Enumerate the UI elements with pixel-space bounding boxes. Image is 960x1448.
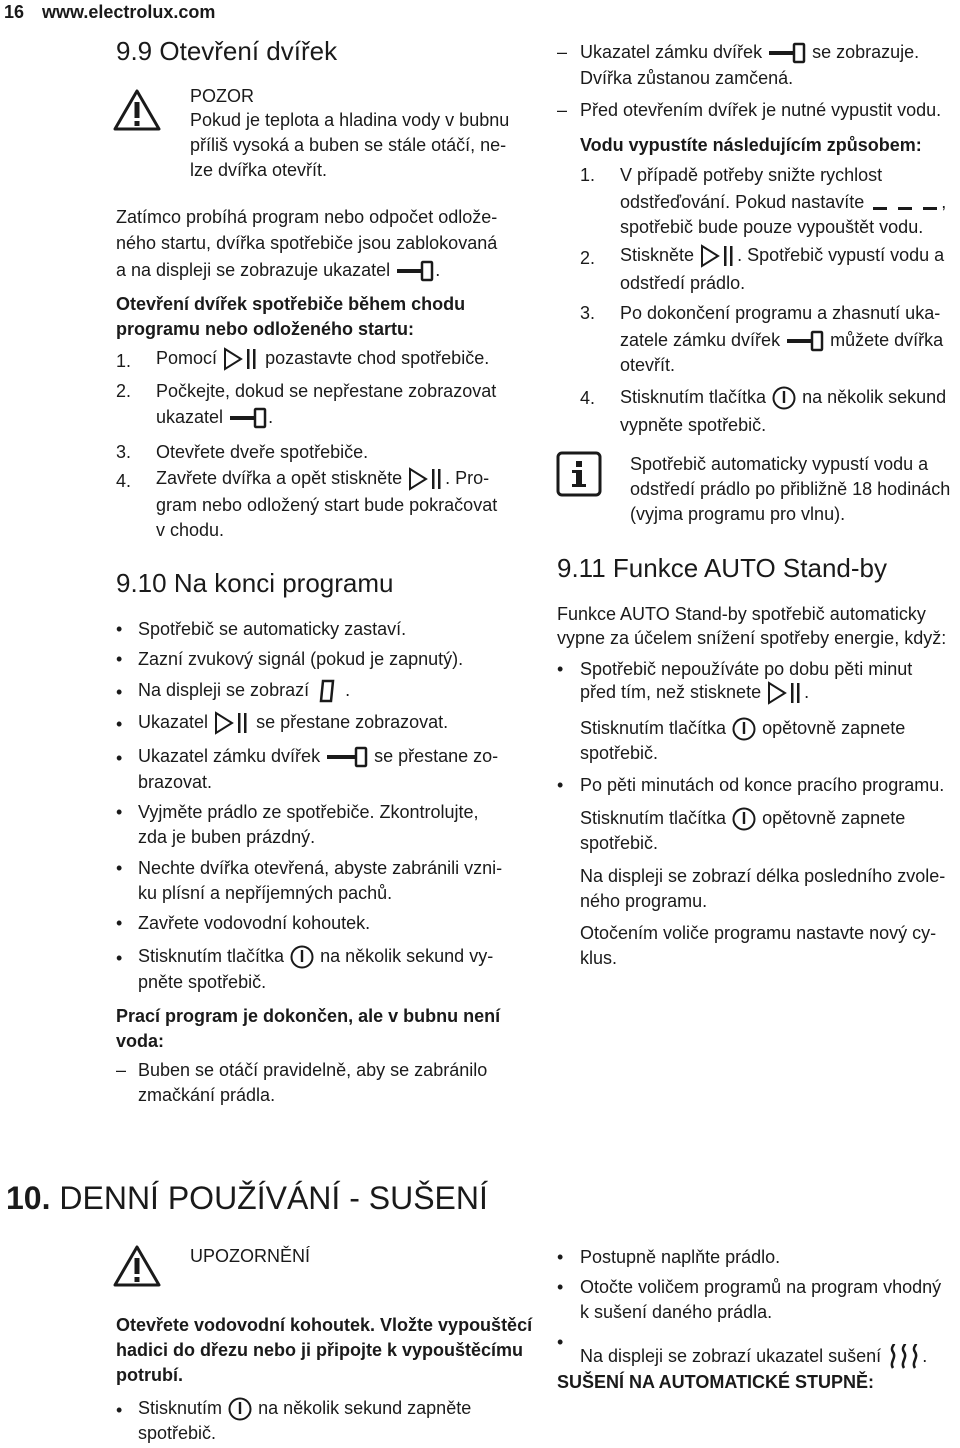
step-item: vypněte spotřebič. [620, 415, 767, 435]
warning-text: příliš vysoká a buben se stále otáčí, ne- [190, 135, 507, 155]
list-item: Vyjměte prádlo ze spotřebiče. Zkontrolujte, [138, 802, 479, 822]
subheading: SUŠENÍ NA AUTOMATICKÉ STUPNĚ: [557, 1372, 875, 1392]
section-title-9-11: 9.11 Funkce AUTO Stand-by [557, 553, 887, 583]
step-item: Stisknutím tlačítka na několik sekund [620, 385, 946, 411]
display-zero-icon [314, 678, 340, 704]
list-item: Dvířka zůstanou zamčená. [580, 68, 794, 88]
paragraph: a na displeji se zobrazuje ukazatel . [116, 258, 440, 282]
paragraph: vypne za účelem snížení spotřeby energie, když: [557, 628, 947, 648]
bullet: • [116, 802, 123, 822]
list-item: Spotřebič se automaticky zastaví. [138, 619, 407, 639]
step-number: 2. [116, 381, 132, 401]
start-pause-icon [222, 346, 260, 372]
paragraph: ného programu. [580, 891, 708, 911]
bullet: • [116, 682, 123, 702]
start-pause-icon [213, 710, 251, 736]
warning-label: UPOZORNĚNÍ [190, 1246, 311, 1266]
site-url[interactable]: www.electrolux.com [42, 2, 216, 22]
warning-triangle-icon [112, 1244, 162, 1288]
chapter-title: 10. DENNÍ POUŽÍVÁNÍ - SUŠENÍ [6, 1180, 488, 1216]
door-lock-icon [395, 260, 435, 282]
list-item: Nechte dvířka otevřená, abyste zabránili vzni- [138, 858, 503, 878]
step-item: otevřít. [620, 355, 676, 375]
bullet: • [116, 858, 123, 878]
list-item: k sušení daného prádla. [580, 1302, 773, 1322]
paragraph: Funkce AUTO Stand-by spotřebič automaticky [557, 604, 926, 624]
list-item: Po pěti minutách od konce pracího programu. [580, 775, 945, 795]
subheading: Prací program je dokončen, ale v bubnu není [116, 1006, 501, 1026]
warning-text: lze dvířka otevřít. [190, 160, 328, 180]
step-item: Pomocí pozastavte chod spotřebiče. [156, 346, 489, 372]
door-lock-icon [325, 746, 369, 768]
paragraph: klus. [580, 948, 618, 968]
bullet: • [116, 619, 123, 639]
list-item: Zavřete vodovodní kohoutek. [138, 913, 371, 933]
door-lock-icon [767, 42, 807, 64]
power-icon [771, 385, 797, 411]
step-number: 3. [116, 442, 132, 462]
list-item: Stisknutím tlačítka na několik sekund vy- [138, 944, 493, 970]
step-item: odstřeďování. Pokud nastavíte , [620, 192, 947, 212]
warning-label: POZOR [190, 86, 255, 106]
step-number: 3. [580, 303, 596, 323]
list-item: Před otevřením dvířek je nutné vypustit vodu. [580, 100, 942, 120]
warning-text: Pokud je teplota a hladina vody v bubnu [190, 110, 510, 130]
step-number: 1. [116, 351, 132, 371]
info-icon [556, 451, 602, 497]
dash: – [557, 100, 568, 120]
list-item: Ukazatel zámku dvířek se přestane zo- [138, 744, 498, 768]
list-item: brazovat. [138, 772, 213, 792]
list-item: Na displeji se zobrazí ukazatel sušení . [580, 1342, 927, 1372]
list-item: zmačkání prádla. [138, 1085, 276, 1105]
door-lock-icon [785, 330, 825, 352]
info-text: Spotřebič automaticky vypustí vodu a [630, 454, 929, 474]
step-item: ukazatel . [156, 405, 273, 429]
dash: – [557, 42, 568, 62]
list-item: před tím, než stisknete . [580, 680, 809, 706]
power-icon [731, 716, 757, 742]
list-item: Ukazatel se přestane zobrazovat. [138, 710, 448, 736]
power-icon [289, 944, 315, 970]
start-pause-icon [766, 680, 804, 706]
bullet: • [116, 714, 123, 734]
section-title-9-10: 9.10 Na konci programu [116, 568, 394, 598]
info-text: (vyjma programu pro vlnu). [630, 504, 846, 524]
list-item: Otočte voličem programů na program vhodný [580, 1277, 942, 1297]
step-number: 4. [580, 388, 596, 408]
warning-triangle-icon [112, 88, 162, 132]
step-item: zatele zámku dvířek můžete dvířka [620, 328, 943, 352]
subheading: voda: [116, 1031, 165, 1051]
step-item: Otevřete dveře spotřebiče. [156, 442, 369, 462]
step-item: V případě potřeby snižte rychlost [620, 165, 883, 185]
no-spin-icon [869, 195, 941, 211]
list-item: Buben se otáčí pravidelně, aby se zabránilo [138, 1060, 488, 1080]
subheading: Otevření dvířek spotřebiče během chodu [116, 294, 466, 314]
start-pause-icon [407, 466, 445, 492]
bullet: • [116, 913, 123, 933]
step-item: Po dokončení programu a zhasnutí uka- [620, 303, 941, 323]
section-title-9-9: 9.9 Otevření dvířek [116, 36, 338, 66]
paragraph: Stisknutím tlačítka opětovně zapnete [580, 716, 905, 742]
paragraph: ného startu, dvířka spotřebiče jsou zablokovaná [116, 233, 498, 253]
paragraph: Na displeji se zobrazí délka posledního zvole- [580, 866, 946, 886]
paragraph: spotřebič. [580, 833, 659, 853]
step-item: Stiskněte . Spotřebič vypustí vodu a [620, 243, 944, 269]
drying-icon [886, 1342, 922, 1372]
step-item: odstředí prádlo. [620, 273, 746, 293]
bullet: • [116, 948, 123, 968]
subheading: programu nebo odloženého startu: [116, 319, 415, 339]
list-item: ku plísní a nepříjemných pachů. [138, 883, 393, 903]
paragraph: Otočením voliče programu nastavte nový cy- [580, 923, 937, 943]
info-text: odstředí prádlo po přibližně 18 hodinách [630, 479, 951, 499]
step-number: 1. [580, 165, 596, 185]
subheading: Otevřete vodovodní kohoutek. Vložte vypouštěcí [116, 1315, 533, 1335]
bullet: • [116, 1400, 123, 1420]
bullet: • [557, 1277, 564, 1297]
step-item: spotřebič bude pouze vypouštět vodu. [620, 217, 924, 237]
step-item: Zavřete dvířka a opět stiskněte . Pro- [156, 466, 489, 492]
start-pause-icon [699, 243, 737, 269]
list-item: Ukazatel zámku dvířek se zobrazuje. [580, 40, 919, 64]
list-item: Zazní zvukový signál (pokud je zapnutý). [138, 649, 464, 669]
paragraph: Stisknutím tlačítka opětovně zapnete [580, 806, 905, 832]
bullet: • [116, 748, 123, 768]
step-number: 2. [580, 248, 596, 268]
power-icon [731, 806, 757, 832]
list-item: Na displeji se zobrazí . [138, 678, 350, 704]
step-number: 4. [116, 471, 132, 491]
bullet: • [557, 775, 564, 795]
step-item: gram nebo odložený start bude pokračovat [156, 495, 498, 515]
bullet: • [557, 1247, 564, 1267]
door-lock-icon [228, 407, 268, 429]
list-item: zda je buben prázdný. [138, 827, 316, 847]
paragraph: spotřebič. [580, 743, 659, 763]
power-icon [227, 1396, 253, 1422]
list-item: spotřebič. [138, 1423, 217, 1443]
page-number: 16 [4, 2, 25, 22]
paragraph: Zatímco probíhá program nebo odpočet odlože- [116, 207, 498, 227]
step-item: v chodu. [156, 520, 225, 540]
bullet: • [557, 659, 564, 679]
list-item: Postupně naplňte prádlo. [580, 1247, 781, 1267]
step-item: Počkejte, dokud se nepřestane zobrazovat [156, 381, 497, 401]
list-item: pněte spotřebič. [138, 972, 267, 992]
list-item: Stisknutím na několik sekund zapněte [138, 1396, 471, 1422]
subheading: Vodu vypustíte následujícím způsobem: [580, 135, 922, 155]
subheading: potrubí. [116, 1365, 183, 1385]
subheading: hadici do dřezu nebo ji připojte k vypouštěcímu [116, 1340, 524, 1360]
dash: – [116, 1060, 127, 1080]
bullet: • [116, 649, 123, 669]
list-item: Spotřebič nepoužíváte po dobu pěti minut [580, 659, 913, 679]
bullet: • [557, 1332, 564, 1352]
